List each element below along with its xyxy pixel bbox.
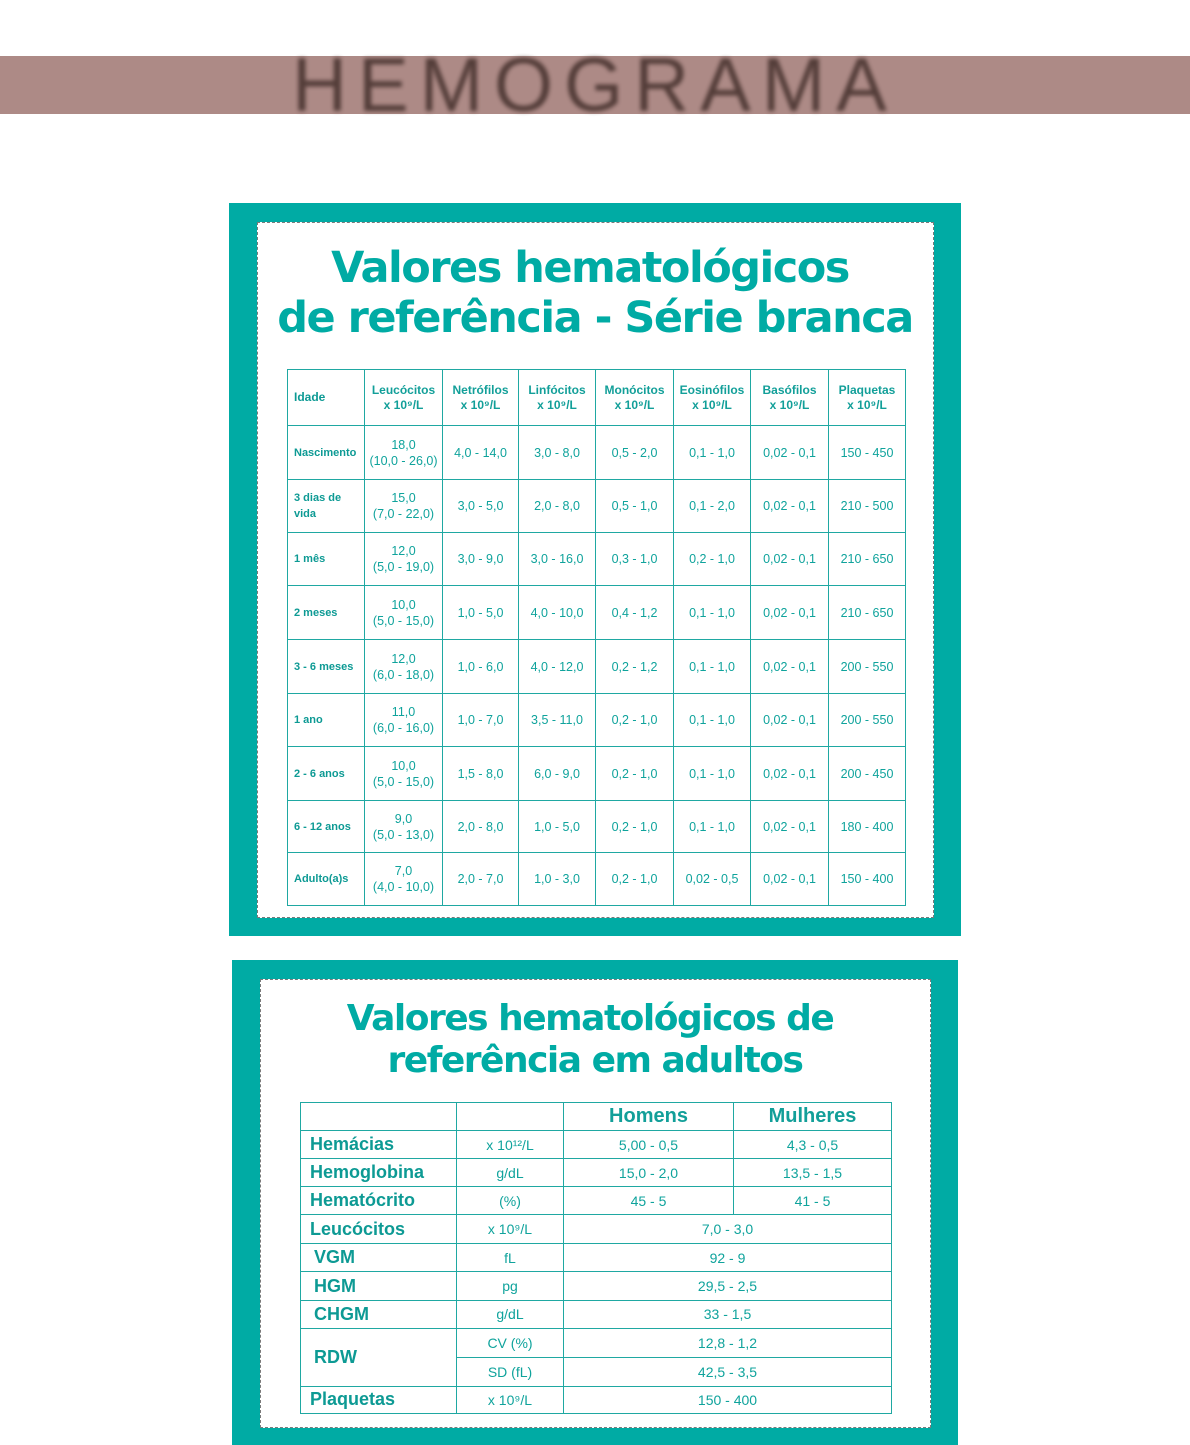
plaquetas-cell: 210 - 650 — [829, 586, 906, 640]
age-cell: 1 ano — [288, 694, 365, 747]
table-row — [301, 1131, 892, 1159]
linfocitos-cell: 3,0 - 8,0 — [519, 426, 596, 480]
leucocitos-value: 15,0 — [391, 491, 416, 505]
basofilos-cell: 0,02 - 0,1 — [751, 480, 829, 533]
linfocitos-cell: 3,0 - 16,0 — [519, 533, 596, 586]
age-cell: Nascimento — [288, 426, 365, 480]
param-label: VGM — [301, 1244, 457, 1272]
plaquetas-cell: 200 - 550 — [829, 640, 906, 694]
leucocitos-range: (10,0 - 26,0) — [369, 453, 438, 468]
param-label: Hematócrito — [301, 1187, 457, 1215]
linfocitos-cell: 2,0 - 8,0 — [519, 480, 596, 533]
header-line1: Linfócitos — [528, 382, 586, 397]
plaquetas-cell: 180 - 400 — [829, 801, 906, 853]
monocitos-cell: 0,2 - 1,0 — [596, 801, 674, 853]
adults-header-row — [301, 1103, 892, 1131]
adults-title — [232, 998, 958, 1082]
adults-title-line1: Valores hematológicos de — [346, 998, 834, 1039]
adults-header-empty-param — [301, 1103, 457, 1131]
leucocitos-range: (7,0 - 22,0) — [372, 507, 435, 521]
shared-value: 7,0 - 3,0 — [564, 1215, 892, 1244]
monocitos-cell: 0,2 - 1,0 — [596, 747, 674, 801]
header-plaquetas — [829, 370, 906, 426]
neutrofilos-cell: 1,0 - 5,0 — [443, 586, 519, 640]
table-row — [301, 1272, 892, 1300]
leucocitos-range: (5,0 - 15,0) — [372, 774, 435, 789]
adults-table — [300, 1102, 892, 1414]
param-label: Plaquetas — [301, 1386, 457, 1413]
leucocitos-range: (6,0 - 18,0) — [372, 667, 435, 682]
leucocitos-value: 7,0 — [394, 864, 413, 878]
white-series-title-line2: de referência - Série branca — [277, 293, 913, 343]
age-cell: 1 mês — [288, 533, 365, 586]
monocitos-cell: 0,2 - 1,2 — [596, 640, 674, 694]
param-label: Hemácias — [301, 1131, 457, 1159]
table-row — [288, 747, 906, 801]
leucocitos-value: 12,0 — [391, 544, 416, 558]
header-line2: x 10⁹/L — [614, 397, 655, 412]
table-row — [288, 694, 906, 747]
table-row — [301, 1328, 892, 1357]
monocitos-cell: 0,5 - 1,0 — [596, 480, 674, 533]
eosinofilos-cell: 0,1 - 1,0 — [674, 801, 751, 853]
linfocitos-cell: 1,0 - 3,0 — [519, 853, 596, 906]
table-row — [288, 801, 906, 853]
monocitos-cell: 0,3 - 1,0 — [596, 533, 674, 586]
monocitos-cell: 0,4 - 1,2 — [596, 586, 674, 640]
age-cell: Adulto(a)s — [288, 853, 365, 906]
plaquetas-cell: 150 - 400 — [829, 853, 906, 906]
linfocitos-cell: 6,0 - 9,0 — [519, 747, 596, 801]
unit-cell: (%) — [457, 1187, 564, 1215]
women-value: 4,3 - 0,5 — [734, 1131, 892, 1159]
neutrofilos-cell: 1,5 - 8,0 — [443, 747, 519, 801]
leucocitos-value: 12,0 — [391, 651, 416, 666]
header-line2: x 10⁹/L — [460, 397, 501, 412]
leucocitos-value: 9,0 — [394, 811, 413, 826]
neutrofilos-cell: 4,0 - 14,0 — [443, 426, 519, 480]
white-series-table — [287, 369, 906, 906]
header-monocitos — [596, 370, 674, 426]
leucocitos-cell — [365, 694, 443, 747]
basofilos-cell: 0,02 - 0,1 — [751, 426, 829, 480]
neutrofilos-cell: 3,0 - 9,0 — [443, 533, 519, 586]
header-line1: Eosinófilos — [679, 382, 745, 397]
unit-cell: x 10⁹/L — [457, 1215, 564, 1244]
leucocitos-cell — [365, 801, 443, 853]
table-header-row — [288, 370, 906, 426]
header-line1: Monócitos — [604, 382, 665, 397]
leucocitos-cell — [365, 426, 443, 480]
eosinofilos-cell: 0,1 - 1,0 — [674, 747, 751, 801]
plaquetas-cell: 150 - 450 — [829, 426, 906, 480]
neutrofilos-cell: 3,0 - 5,0 — [443, 480, 519, 533]
eosinofilos-cell: 0,02 - 0,5 — [674, 853, 751, 906]
monocitos-cell: 0,5 - 2,0 — [596, 426, 674, 480]
men-value: 15,0 - 2,0 — [564, 1159, 734, 1187]
linfocitos-cell: 4,0 - 12,0 — [519, 640, 596, 694]
white-series-title-line1: Valores hematológicos — [331, 243, 849, 293]
header-line2: x 10⁹/L — [537, 397, 577, 412]
neutrofilos-cell: 1,0 - 6,0 — [443, 640, 519, 694]
leucocitos-cell — [365, 640, 443, 694]
table-row — [301, 1159, 892, 1187]
basofilos-cell: 0,02 - 0,1 — [751, 801, 829, 853]
unit-cell: x 10¹²/L — [457, 1131, 564, 1159]
eosinofilos-cell: 0,1 - 1,0 — [674, 694, 751, 747]
neutrofilos-cell: 2,0 - 8,0 — [443, 801, 519, 853]
header-line1: Plaquetas — [838, 382, 896, 397]
plaquetas-cell: 200 - 450 — [829, 747, 906, 801]
shared-value: 92 - 9 — [564, 1244, 892, 1272]
plaquetas-cell: 200 - 550 — [829, 694, 906, 747]
table-row — [288, 640, 906, 694]
header-line2: x 10⁹/L — [769, 397, 810, 412]
header-line2: x 10⁹/L — [847, 397, 887, 412]
leucocitos-cell — [365, 480, 443, 533]
age-cell: 6 - 12 anos — [288, 801, 365, 853]
table-row — [301, 1187, 892, 1215]
leucocitos-cell — [365, 853, 443, 906]
monocitos-cell: 0,2 - 1,0 — [596, 853, 674, 906]
header-age — [288, 370, 365, 426]
header-neutrofilos — [443, 370, 519, 426]
basofilos-cell: 0,02 - 0,1 — [751, 533, 829, 586]
table-row — [288, 480, 906, 533]
eosinofilos-cell: 0,1 - 2,0 — [674, 480, 751, 533]
age-cell: 2 - 6 anos — [288, 747, 365, 801]
header-linfocitos — [519, 370, 596, 426]
unit-cell: SD (fL) — [457, 1357, 564, 1386]
unit-cell: pg — [457, 1272, 564, 1300]
basofilos-cell: 0,02 - 0,1 — [751, 694, 829, 747]
leucocitos-cell — [365, 586, 443, 640]
age-cell: 3 - 6 meses — [288, 640, 365, 694]
leucocitos-value: 10,0 — [391, 597, 416, 612]
leucocitos-value: 18,0 — [391, 437, 416, 452]
leucocitos-range: (5,0 - 15,0) — [372, 613, 435, 628]
basofilos-cell: 0,02 - 0,1 — [751, 586, 829, 640]
table-row — [301, 1244, 892, 1272]
param-label: RDW — [301, 1328, 457, 1386]
table-row — [288, 426, 906, 480]
header-line1: Leucócitos — [371, 382, 436, 397]
leucocitos-range: (5,0 - 13,0) — [372, 827, 435, 842]
header-basofilos — [751, 370, 829, 426]
men-value: 5,00 - 0,5 — [564, 1131, 734, 1159]
param-label: HGM — [301, 1272, 457, 1300]
shared-value: 12,8 - 1,2 — [564, 1328, 892, 1357]
plaquetas-cell: 210 - 500 — [829, 480, 906, 533]
leucocitos-cell — [365, 533, 443, 586]
eosinofilos-cell: 0,2 - 1,0 — [674, 533, 751, 586]
monocitos-cell: 0,2 - 1,0 — [596, 694, 674, 747]
eosinofilos-cell: 0,1 - 1,0 — [674, 426, 751, 480]
adults-header-women: Mulheres — [734, 1103, 892, 1131]
plaquetas-cell: 210 - 650 — [829, 533, 906, 586]
header-line2: x 10⁹/L — [692, 397, 732, 412]
women-value: 41 - 5 — [734, 1187, 892, 1215]
linfocitos-cell: 3,5 - 11,0 — [519, 694, 596, 747]
women-value: 13,5 - 1,5 — [734, 1159, 892, 1187]
unit-cell: g/dL — [457, 1300, 564, 1328]
table-row — [288, 533, 906, 586]
shared-value: 42,5 - 3,5 — [564, 1357, 892, 1386]
header-line1: Netrófilos — [452, 382, 509, 397]
unit-cell: CV (%) — [457, 1328, 564, 1357]
basofilos-cell: 0,02 - 0,1 — [751, 747, 829, 801]
table-row — [288, 586, 906, 640]
param-label: CHGM — [301, 1300, 457, 1328]
eosinofilos-cell: 0,1 - 1,0 — [674, 640, 751, 694]
leucocitos-range: (6,0 - 16,0) — [372, 721, 435, 735]
header-age-label: Idade — [294, 390, 326, 404]
unit-cell: fL — [457, 1244, 564, 1272]
age-cell: 2 meses — [288, 586, 365, 640]
shared-value: 33 - 1,5 — [564, 1300, 892, 1328]
adults-title-line2: referência em adultos — [387, 1040, 803, 1081]
header-leucocitos — [365, 370, 443, 426]
unit-cell: g/dL — [457, 1159, 564, 1187]
banner-title: HEMOGRAMA — [292, 43, 898, 128]
param-label: Leucócitos — [301, 1215, 457, 1244]
shared-value: 150 - 400 — [564, 1386, 892, 1413]
shared-value: 29,5 - 2,5 — [564, 1272, 892, 1300]
leucocitos-cell — [365, 747, 443, 801]
adults-header-empty-unit — [457, 1103, 564, 1131]
leucocitos-value: 11,0 — [391, 705, 416, 719]
table-row — [301, 1300, 892, 1328]
header-line1: Basófilos — [762, 382, 817, 397]
table-row — [301, 1215, 892, 1244]
table-row — [288, 853, 906, 906]
neutrofilos-cell: 2,0 - 7,0 — [443, 853, 519, 906]
leucocitos-range: (4,0 - 10,0) — [372, 880, 435, 894]
param-label: Hemoglobina — [301, 1159, 457, 1187]
leucocitos-range: (5,0 - 19,0) — [372, 560, 435, 574]
basofilos-cell: 0,02 - 0,1 — [751, 640, 829, 694]
linfocitos-cell: 4,0 - 10,0 — [519, 586, 596, 640]
linfocitos-cell: 1,0 - 5,0 — [519, 801, 596, 853]
header-line2: x 10⁹/L — [383, 397, 424, 412]
white-series-title — [0, 243, 1190, 343]
eosinofilos-cell: 0,1 - 1,0 — [674, 586, 751, 640]
adults-header-men: Homens — [564, 1103, 734, 1131]
neutrofilos-cell: 1,0 - 7,0 — [443, 694, 519, 747]
table-row — [301, 1386, 892, 1413]
header-eosinofilos — [674, 370, 751, 426]
unit-cell: x 10⁹/L — [457, 1386, 564, 1413]
age-cell: 3 dias de vida — [288, 480, 365, 533]
basofilos-cell: 0,02 - 0,1 — [751, 853, 829, 906]
men-value: 45 - 5 — [564, 1187, 734, 1215]
leucocitos-value: 10,0 — [391, 758, 416, 773]
